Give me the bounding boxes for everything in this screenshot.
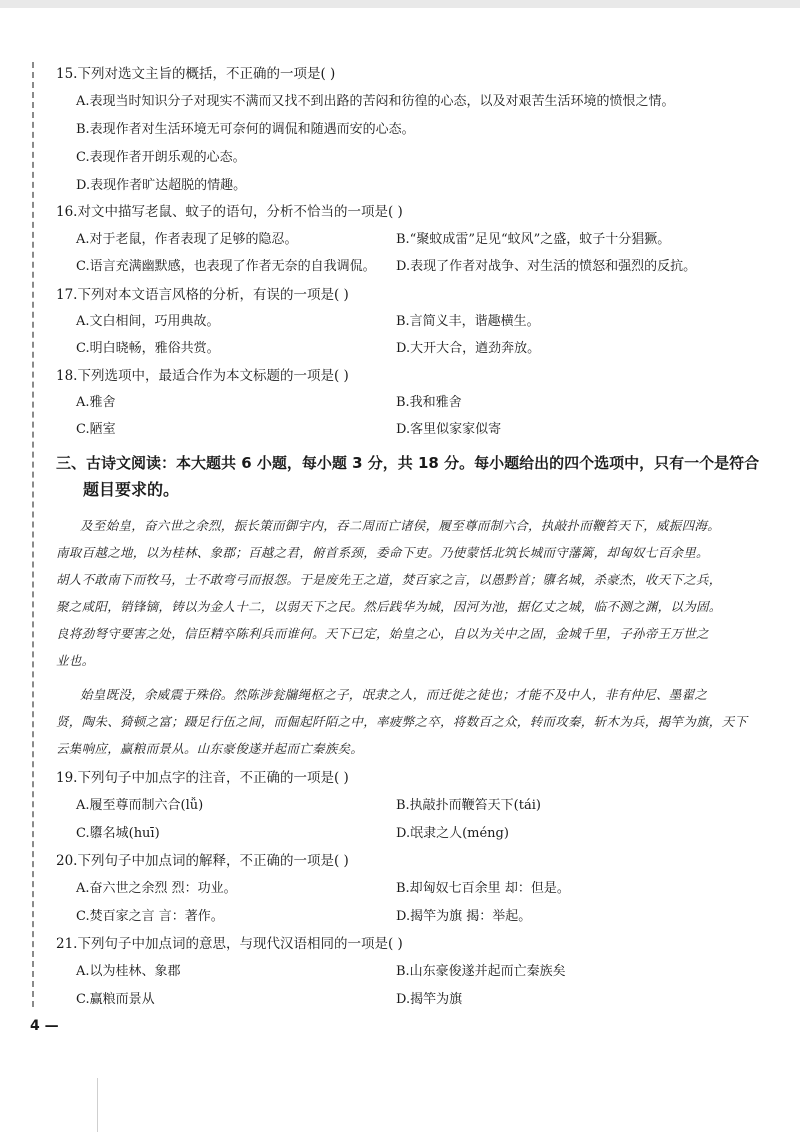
question-19-option-a[interactable]: A.履至尊而制六合(lǚ)	[76, 798, 204, 813]
question-20-option-a[interactable]: A.奋六世之余烈 烈：功业。	[76, 881, 237, 896]
question-19-option-d[interactable]: D.氓隶之人(méng)	[396, 826, 509, 841]
question-20-stem: 20.下列句子中加点词的解释，不正确的一项是( )	[56, 853, 349, 869]
question-18-stem: 18.下列选项中，最适合作为本文标题的一项是( )	[56, 368, 349, 384]
section-3-heading-line1: 三、古诗文阅读：本大题共 6 小题，每小题 3 分，共 18 分。每小题给出的四个选项中，只有一个是符合	[56, 454, 760, 472]
passage-p1-line: 胡人不敢南下而牧马，士不敢弯弓而报怨。于是废先王之道，焚百家之言，以愚黔首；隳名城，杀豪杰，收天下之兵，	[56, 572, 722, 587]
binding-margin-line	[32, 62, 34, 1007]
question-16-option-b[interactable]: B.“聚蚊成雷”足见“蚊风”之盛，蚊子十分猖獗。	[396, 232, 671, 247]
question-19-option-b[interactable]: B.执敲扑而鞭笞天下(tái)	[396, 798, 541, 813]
question-17-option-b[interactable]: B.言简义丰，谐趣横生。	[396, 314, 540, 329]
question-19-option-c[interactable]: C.隳名城(huī)	[76, 826, 160, 841]
passage-p1-line: 聚之咸阳，销锋镝，铸以为金人十二，以弱天下之民。然后践华为城，因河为池，据亿丈之城，临不测之渊，以为固。	[56, 599, 722, 614]
page-top-edge	[0, 0, 800, 8]
question-18-option-a[interactable]: A.雅舍	[76, 395, 116, 410]
passage-p1-line: 及至始皇，奋六世之余烈，振长策而御宇内，吞二周而亡诸侯，履至尊而制六合，执敲扑而鞭笞天下，威振四海。	[80, 518, 721, 533]
question-20-option-b[interactable]: B.却匈奴七百余里 却：但是。	[396, 881, 570, 896]
question-15-option-a[interactable]: A.表现当时知识分子对现实不满而又找不到出路的苦闷和彷徨的心态，以及对艰苦生活环境的愤恨之情。	[76, 94, 675, 109]
passage-p1-line: 南取百越之地，以为桂林、象郡；百越之君，俯首系颈，委命下吏。乃使蒙恬北筑长城而守藩篱，却匈奴七百余里。	[56, 545, 709, 560]
bottom-divider	[97, 1078, 98, 1132]
question-17-option-a[interactable]: A.文白相间，巧用典故。	[76, 314, 220, 329]
question-19-stem: 19.下列句子中加点字的注音，不正确的一项是( )	[56, 770, 349, 786]
question-20-option-d[interactable]: D.揭竿为旗 揭：举起。	[396, 909, 532, 924]
question-16-option-a[interactable]: A.对于老鼠，作者表现了足够的隐忍。	[76, 232, 298, 247]
passage-p2-line: 始皇既没，余威震于殊俗。然陈涉瓮牖绳枢之子，氓隶之人，而迁徙之徒也；才能不及中人，非有仲尼、墨翟之	[80, 687, 708, 702]
passage-p2-line: 云集响应，赢粮而景从。山东豪俊遂并起而亡秦族矣。	[56, 741, 364, 756]
question-15-option-d[interactable]: D.表现作者旷达超脱的情趣。	[76, 178, 247, 193]
question-17-stem: 17.下列对本文语言风格的分析，有误的一项是( )	[56, 287, 349, 303]
question-20-option-c[interactable]: C.焚百家之言 言：著作。	[76, 909, 224, 924]
question-21-option-b[interactable]: B.山东豪俊遂并起而亡秦族矣	[396, 964, 566, 979]
question-16-option-c[interactable]: C.语言充满幽默感，也表现了作者无奈的自我调侃。	[76, 259, 376, 274]
passage-p1-line: 良将劲弩守要害之处，信臣精卒陈利兵而谁何。天下已定，始皇之心，自以为关中之固，金城千里，子孙帝王万世之	[56, 626, 709, 641]
section-3-heading-line2: 题目要求的。	[83, 480, 180, 499]
question-21-option-a[interactable]: A.以为桂林、象郡	[76, 964, 181, 979]
question-18-option-c[interactable]: C.陋室	[76, 422, 116, 437]
question-15-stem: 15.下列对选文主旨的概括，不正确的一项是( )	[56, 66, 336, 82]
question-16-stem: 16.对文中描写老鼠、蚊子的语句，分析不恰当的一项是( )	[56, 204, 403, 220]
passage-p2-line: 贤，陶朱、猗顿之富；蹑足行伍之间，而倔起阡陌之中，率疲弊之卒，将数百之众，转而攻秦，斩木为兵，揭竿为旗，天下	[56, 714, 748, 729]
question-21-option-d[interactable]: D.揭竿为旗	[396, 992, 463, 1007]
question-18-option-d[interactable]: D.客里似家家似寄	[396, 422, 502, 437]
question-17-option-d[interactable]: D.大开大合，遒劲奔放。	[396, 341, 541, 356]
question-15-option-c[interactable]: C.表现作者开朗乐观的心态。	[76, 150, 246, 165]
passage-p1-line: 业也。	[56, 653, 95, 668]
question-21-stem: 21.下列句子中加点词的意思，与现代汉语相同的一项是( )	[56, 936, 403, 952]
question-15-option-b[interactable]: B.表现作者对生活环境无可奈何的调侃和随遇而安的心态。	[76, 122, 415, 137]
question-18-option-b[interactable]: B.我和雅舍	[396, 395, 462, 410]
question-17-option-c[interactable]: C.明白晓畅，雅俗共赏。	[76, 341, 220, 356]
question-21-option-c[interactable]: C.赢粮而景从	[76, 992, 155, 1007]
question-16-option-d[interactable]: D.表现了作者对战争、对生活的愤怒和强烈的反抗。	[396, 259, 697, 274]
page-number: 4 —	[30, 1018, 59, 1034]
